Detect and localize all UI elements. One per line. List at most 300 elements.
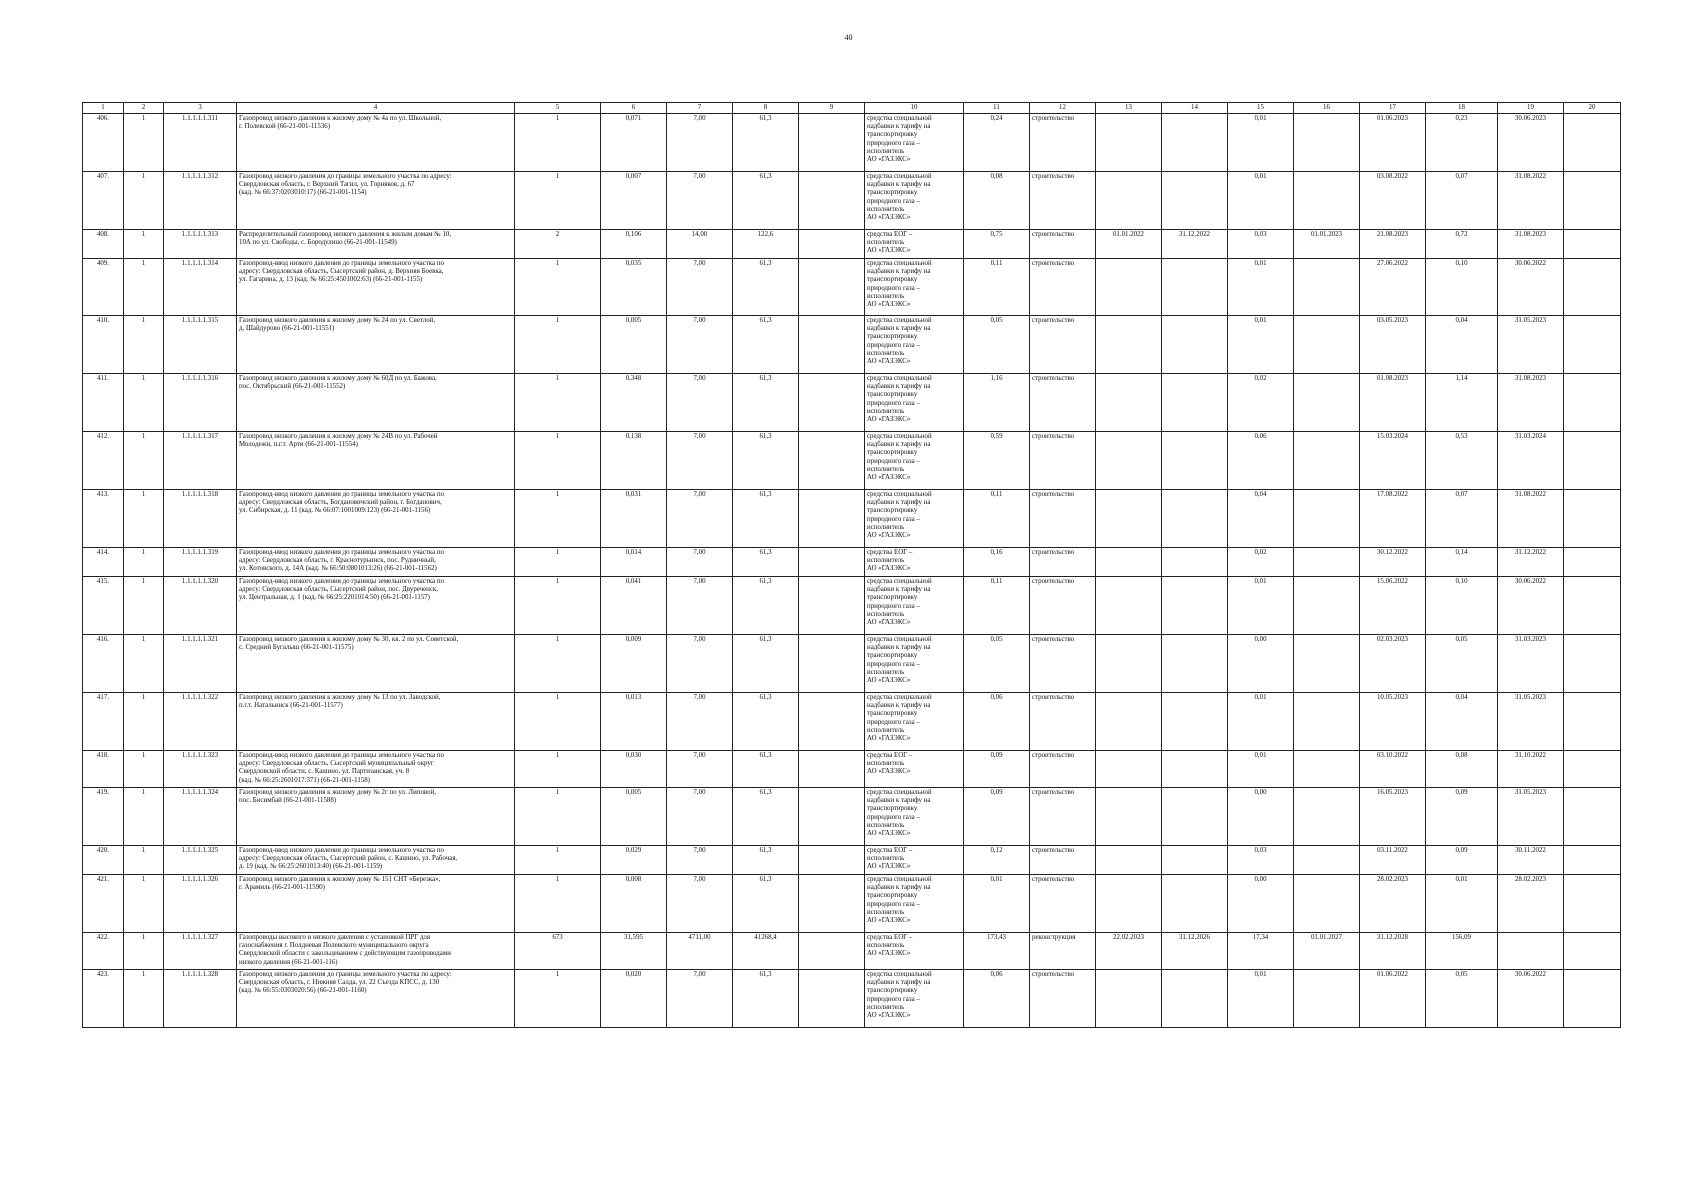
- table-cell: [964, 316, 1030, 374]
- table-cell: [733, 751, 799, 788]
- table-cell: [1564, 114, 1621, 172]
- table-cell: [1228, 693, 1294, 751]
- cell-text: 31.08.2022: [1514, 491, 1546, 498]
- table-cell: [667, 751, 733, 788]
- cell-text: 01.06.2022: [1376, 971, 1408, 978]
- cell-text: строительство: [1032, 636, 1075, 643]
- cell-text: 0,11: [990, 578, 1003, 585]
- cell-text: 61,3: [759, 789, 772, 796]
- column-header: 8: [733, 103, 799, 114]
- table-cell: [1498, 172, 1564, 230]
- cell-text: 1: [555, 433, 560, 440]
- cell-text: 30.06.2022: [1514, 971, 1546, 978]
- table-row: [83, 788, 1621, 846]
- table-cell: [601, 875, 667, 933]
- table-cell: [1498, 316, 1564, 374]
- table-cell: [124, 693, 164, 751]
- cell-text: 173,43: [987, 934, 1006, 941]
- table-cell: [733, 693, 799, 751]
- table-cell: [83, 875, 124, 933]
- cell-text: строительство: [1032, 317, 1075, 324]
- table-cell: [601, 172, 667, 230]
- cell-text: Газопровод-ввод низкого давления до границы земельного участка по адресу: Свердловская область, Сысертский район, д. Верхняя Боевка, ул. Гагарина, д. 13 (кад. № 66:25:4501002:63) (66-21-001-1155): [239, 260, 444, 284]
- table-cell: [1294, 316, 1360, 374]
- table-cell: [1162, 970, 1228, 1028]
- table-cell: [865, 875, 964, 933]
- table-cell: [1360, 230, 1426, 259]
- cell-text: 1: [555, 317, 560, 324]
- table-cell: [1498, 432, 1564, 490]
- table-cell: [601, 374, 667, 432]
- cell-text: 417.: [96, 694, 110, 701]
- table-row: [83, 432, 1621, 490]
- table-cell: [1096, 230, 1162, 259]
- table-cell: [1426, 577, 1498, 635]
- table-cell: [1096, 490, 1162, 548]
- table-cell: [124, 577, 164, 635]
- table-cell: [865, 693, 964, 751]
- table-cell: [1498, 490, 1564, 548]
- cell-text: 28.02.2023: [1514, 876, 1546, 883]
- cell-text: 61,3: [759, 694, 772, 701]
- table-cell: [1426, 374, 1498, 432]
- cell-text: 411.: [97, 375, 109, 382]
- cell-text: 0,01: [990, 876, 1003, 883]
- cell-text: Газопровод низкого давления к жилому дому № 151 СНТ «Березка», г. Арамиль (66-21-001-11590): [239, 876, 441, 892]
- cell-text: средства специальной надбавки к тарифу на транспортировку природного газа – исполнитель АО «ГАЗЭКС»: [867, 115, 932, 164]
- table-cell: [1360, 635, 1426, 693]
- table-cell: [164, 693, 237, 751]
- cell-text: Газопровод низкого давления к жилому дому № 4а по ул. Школьной, г. Полевской (66-21-001-11536): [239, 115, 442, 131]
- cell-text: 1: [141, 789, 146, 796]
- table-cell: [1228, 316, 1294, 374]
- table-cell: [83, 490, 124, 548]
- column-header: 20: [1564, 103, 1621, 114]
- cell-text: 1: [141, 971, 146, 978]
- table-cell: [1426, 933, 1498, 970]
- cell-text: 31.03.2023: [1514, 636, 1546, 643]
- cell-text: 41268,4: [754, 934, 777, 941]
- cell-text: 0,030: [625, 752, 642, 759]
- cell-text: строительство: [1032, 115, 1075, 122]
- table-cell: [515, 933, 601, 970]
- cell-text: 0,03: [1254, 847, 1267, 854]
- cell-text: средства ЕОГ – исполнитель АО «ГАЗЭКС»: [867, 752, 913, 776]
- table-cell: [1564, 933, 1621, 970]
- table-cell: [733, 970, 799, 1028]
- cell-text: 416.: [96, 636, 110, 643]
- cell-text: Газопровод-ввод низкого давления до границы земельного участка по адресу: Свердловская область, Богдановичский район, г. Богданович, ул. Сибирская, д. 11 (кад. № 66:07:1001009:123) (66-21-001-1156): [239, 491, 444, 515]
- cell-text: 31.12.2026: [1178, 934, 1210, 941]
- column-header: 1: [83, 103, 124, 114]
- table-cell: [164, 751, 237, 788]
- cell-text: 0,07: [1455, 491, 1468, 498]
- table-cell: [601, 316, 667, 374]
- cell-text: 1: [141, 375, 146, 382]
- table-cell: [164, 490, 237, 548]
- table-cell: [964, 577, 1030, 635]
- table-cell: [733, 933, 799, 970]
- cell-text: средства специальной надбавки к тарифу на транспортировку природного газа – исполнитель АО «ГАЗЭКС»: [867, 260, 932, 309]
- table-cell: [1360, 933, 1426, 970]
- cell-text: 31,595: [624, 934, 643, 941]
- table-cell: [237, 172, 515, 230]
- table-cell: [667, 230, 733, 259]
- table-cell: [1162, 933, 1228, 970]
- cell-text: 7,00: [693, 636, 706, 643]
- cell-text: 0,00: [1254, 789, 1267, 796]
- table-cell: [515, 875, 601, 933]
- table-cell: [1162, 788, 1228, 846]
- table-cell: [1360, 788, 1426, 846]
- table-cell: [1360, 751, 1426, 788]
- column-header: 2: [124, 103, 164, 114]
- table-cell: [1426, 970, 1498, 1028]
- table-cell: [1096, 548, 1162, 577]
- table-cell: [1360, 846, 1426, 875]
- table-cell: [601, 970, 667, 1028]
- table-cell: [1030, 788, 1096, 846]
- table-cell: [1426, 548, 1498, 577]
- table-cell: [733, 374, 799, 432]
- cell-text: 0,59: [990, 433, 1003, 440]
- table-cell: [124, 432, 164, 490]
- column-header: 13: [1096, 103, 1162, 114]
- cell-text: Газопровод-ввод низкого давления до границы земельного участка по адресу: Свердловская область, Сысертский район, с. Кашино, ул. Рабочая, д. 19 (кад. № 66:25:2601013:40) (66-21-001-1159): [239, 847, 458, 871]
- column-header: 7: [667, 103, 733, 114]
- cell-text: 1: [555, 847, 560, 854]
- cell-text: 61,3: [759, 260, 772, 267]
- cell-text: 0,071: [625, 115, 642, 122]
- table-cell: [515, 751, 601, 788]
- table-cell: [1162, 846, 1228, 875]
- table-cell: [1564, 172, 1621, 230]
- cell-text: Газопровод низкого давления до границы земельного участка по адресу: Свердловская область, г. Нижняя Салда, ул. 22 Съезда КПСС, д. 130 (кад. № 66:55:0303020:56) (66-21-001-1160): [239, 971, 452, 995]
- table-row: [83, 693, 1621, 751]
- table-cell: [1162, 548, 1228, 577]
- table-cell: [237, 635, 515, 693]
- table-cell: [1498, 114, 1564, 172]
- cell-text: строительство: [1032, 260, 1075, 267]
- table-cell: [83, 432, 124, 490]
- table-cell: [1294, 970, 1360, 1028]
- table-cell: [515, 970, 601, 1028]
- cell-text: 1: [141, 847, 146, 854]
- table-cell: [1228, 490, 1294, 548]
- cell-text: 22.02.2023: [1112, 934, 1144, 941]
- cell-text: средства специальной надбавки к тарифу на транспортировку природного газа – исполнитель АО «ГАЗЭКС»: [867, 876, 932, 925]
- table-cell: [1294, 114, 1360, 172]
- table-cell: [1360, 172, 1426, 230]
- table-cell: [164, 788, 237, 846]
- table-cell: [1030, 316, 1096, 374]
- cell-text: 1: [141, 491, 146, 498]
- cell-text: 0,04: [1455, 694, 1468, 701]
- cell-text: 03.08.2022: [1376, 173, 1408, 180]
- table-cell: [733, 577, 799, 635]
- cell-text: 17,34: [1252, 934, 1269, 941]
- table-cell: [1228, 875, 1294, 933]
- table-cell: [1360, 259, 1426, 316]
- cell-text: 0,005: [625, 789, 642, 796]
- cell-text: 31.10.2022: [1514, 752, 1546, 759]
- table-cell: [1162, 316, 1228, 374]
- table-cell: [1498, 846, 1564, 875]
- table-cell: [601, 788, 667, 846]
- table-cell: [237, 230, 515, 259]
- table-cell: [865, 577, 964, 635]
- table-cell: [1228, 933, 1294, 970]
- table-cell: [1096, 432, 1162, 490]
- column-header: 16: [1294, 103, 1360, 114]
- cell-text: 7,00: [693, 115, 706, 122]
- table-cell: [733, 230, 799, 259]
- cell-text: строительство: [1032, 433, 1075, 440]
- table-cell: [865, 788, 964, 846]
- table-cell: [515, 114, 601, 172]
- cell-text: 0,013: [625, 694, 642, 701]
- table-cell: [799, 490, 865, 548]
- table-cell: [733, 788, 799, 846]
- table-cell: [1030, 374, 1096, 432]
- table-cell: [1228, 230, 1294, 259]
- cell-text: строительство: [1032, 694, 1075, 701]
- table-cell: [1162, 693, 1228, 751]
- table-cell: [1294, 577, 1360, 635]
- table-cell: [515, 374, 601, 432]
- cell-text: 1: [141, 173, 146, 180]
- table-cell: [515, 172, 601, 230]
- table-cell: [964, 230, 1030, 259]
- cell-text: 0,75: [990, 231, 1003, 238]
- table-cell: [1096, 374, 1162, 432]
- cell-text: 0,10: [1455, 578, 1468, 585]
- table-cell: [1162, 259, 1228, 316]
- table-cell: [164, 875, 237, 933]
- cell-text: 412.: [96, 433, 110, 440]
- cell-text: 61,3: [759, 433, 772, 440]
- table-cell: [1426, 846, 1498, 875]
- table-cell: [964, 970, 1030, 1028]
- table-cell: [1294, 548, 1360, 577]
- cell-text: 31.12.2022: [1178, 231, 1210, 238]
- cell-text: 61,3: [759, 115, 772, 122]
- table-cell: [733, 635, 799, 693]
- table-cell: [601, 846, 667, 875]
- table-row: [83, 751, 1621, 788]
- table-cell: [1030, 114, 1096, 172]
- table-row: [83, 577, 1621, 635]
- cell-text: 31.05.2023: [1514, 694, 1546, 701]
- table-cell: [1030, 548, 1096, 577]
- cell-text: 1.1.1.1.1.312: [181, 173, 219, 180]
- table-cell: [1294, 846, 1360, 875]
- cell-text: 30.06.2022: [1514, 260, 1546, 267]
- table-cell: [237, 316, 515, 374]
- table-cell: [515, 432, 601, 490]
- cell-text: 1.1.1.1.1.318: [181, 491, 219, 498]
- table-cell: [964, 490, 1030, 548]
- table-cell: [667, 788, 733, 846]
- table-cell: [124, 846, 164, 875]
- cell-text: 7,00: [693, 578, 706, 585]
- table-cell: [964, 788, 1030, 846]
- cell-text: строительство: [1032, 491, 1075, 498]
- cell-text: Газопровод низкого давления до границы земельного участка по адресу: Свердловская область, г. Верхний Тагил, ул. Горняков, д. 67 (кад. № 66:37:0203010:17) (66-21-001-1154): [239, 173, 452, 197]
- cell-text: 61,3: [759, 876, 772, 883]
- cell-text: 01.06.2023: [1376, 115, 1408, 122]
- table-row: [83, 846, 1621, 875]
- cell-text: 0,05: [1455, 971, 1468, 978]
- cell-text: 7,00: [693, 549, 706, 556]
- table-cell: [515, 577, 601, 635]
- cell-text: 0,05: [990, 636, 1003, 643]
- column-header: 11: [964, 103, 1030, 114]
- column-header: 17: [1360, 103, 1426, 114]
- cell-text: 28.02.2023: [1376, 876, 1408, 883]
- table-cell: [1294, 875, 1360, 933]
- table-cell: [1498, 374, 1564, 432]
- table-cell: [799, 316, 865, 374]
- cell-text: 0,01: [1254, 694, 1267, 701]
- table-cell: [1228, 374, 1294, 432]
- table-cell: [83, 316, 124, 374]
- table-cell: [964, 635, 1030, 693]
- table-cell: [1228, 635, 1294, 693]
- cell-text: 414.: [96, 549, 110, 556]
- table-cell: [1360, 875, 1426, 933]
- cell-text: 0,008: [625, 876, 642, 883]
- table-cell: [83, 693, 124, 751]
- table-cell: [124, 316, 164, 374]
- table-cell: [1030, 259, 1096, 316]
- table-cell: [667, 316, 733, 374]
- column-header: 19: [1498, 103, 1564, 114]
- table-cell: [799, 577, 865, 635]
- table-cell: [1360, 432, 1426, 490]
- table-cell: [667, 970, 733, 1028]
- cell-text: средства специальной надбавки к тарифу на транспортировку природного газа – исполнитель АО «ГАЗЭКС»: [867, 317, 932, 366]
- table-cell: [1228, 970, 1294, 1028]
- table-row: [83, 374, 1621, 432]
- table-cell: [164, 635, 237, 693]
- table-cell: [83, 846, 124, 875]
- table-cell: [1360, 693, 1426, 751]
- table-row: [83, 114, 1621, 172]
- table-cell: [237, 374, 515, 432]
- cell-text: средства специальной надбавки к тарифу на транспортировку природного газа – исполнитель АО «ГАЗЭКС»: [867, 578, 932, 627]
- cell-text: средства специальной надбавки к тарифу на транспортировку природного газа – исполнитель АО «ГАЗЭКС»: [867, 375, 932, 424]
- table-cell: [1096, 751, 1162, 788]
- table-cell: [83, 374, 124, 432]
- cell-text: строительство: [1032, 789, 1075, 796]
- table-cell: [1096, 693, 1162, 751]
- table-cell: [237, 751, 515, 788]
- cell-text: 420.: [96, 847, 110, 854]
- cell-text: 0,05: [1455, 636, 1468, 643]
- table-cell: [515, 548, 601, 577]
- cell-text: Газопровод низкого давления к жилому дому № 24В по ул. Рабочей Молодежи, п.г.т. Арти (66-21-001-11554): [239, 433, 438, 449]
- cell-text: 14,00: [691, 231, 708, 238]
- cell-text: средства специальной надбавки к тарифу на транспортировку природного газа – исполнитель АО «ГАЗЭКС»: [867, 694, 932, 743]
- cell-text: 419.: [96, 789, 110, 796]
- cell-text: 0,007: [625, 173, 642, 180]
- table-cell: [1096, 875, 1162, 933]
- cell-text: 1: [141, 694, 146, 701]
- table-cell: [1096, 788, 1162, 846]
- table-cell: [164, 970, 237, 1028]
- cell-text: 17.08.2022: [1376, 491, 1408, 498]
- cell-text: 0,01: [1455, 876, 1468, 883]
- table-cell: [1564, 432, 1621, 490]
- cell-text: 1: [555, 115, 560, 122]
- cell-text: 7,00: [693, 789, 706, 796]
- cell-text: строительство: [1032, 876, 1075, 883]
- table-cell: [865, 751, 964, 788]
- cell-text: 1: [555, 789, 560, 796]
- cell-text: 1: [141, 115, 146, 122]
- table-cell: [1360, 374, 1426, 432]
- cell-text: 1: [141, 231, 146, 238]
- cell-text: Газопровод-ввод низкого давления до границы земельного участка по адресу: Свердловская область, Сысертский район, пос. Двуреченск, ул. Центральная, д. 1 (кад. № 66:25:2201014:50) (66-21-001-1157): [239, 578, 444, 602]
- cell-text: 1: [141, 876, 146, 883]
- table-cell: [1294, 172, 1360, 230]
- column-header: 6: [601, 103, 667, 114]
- table-cell: [237, 875, 515, 933]
- table-cell: [865, 933, 964, 970]
- table-cell: [799, 751, 865, 788]
- table-cell: [1294, 230, 1360, 259]
- table-cell: [83, 114, 124, 172]
- cell-text: 61,3: [759, 847, 772, 854]
- cell-text: 0,106: [625, 231, 642, 238]
- table-cell: [865, 230, 964, 259]
- cell-text: 0,02: [1254, 549, 1267, 556]
- table-cell: [1498, 548, 1564, 577]
- cell-text: 1: [555, 694, 560, 701]
- table-cell: [83, 635, 124, 693]
- table-cell: [124, 259, 164, 316]
- cell-text: 1: [555, 260, 560, 267]
- table-cell: [601, 432, 667, 490]
- cell-text: средства ЕОГ – исполнитель АО «ГАЗЭКС»: [867, 231, 913, 255]
- table-cell: [1030, 970, 1096, 1028]
- cell-text: 15.06.2022: [1376, 578, 1408, 585]
- cell-text: 1: [555, 752, 560, 759]
- cell-text: 7,00: [693, 847, 706, 854]
- table-cell: [1360, 970, 1426, 1028]
- cell-text: 0,01: [1254, 971, 1267, 978]
- cell-text: 03.10.2022: [1376, 752, 1408, 759]
- cell-text: 30.06.2022: [1514, 578, 1546, 585]
- table-cell: [237, 432, 515, 490]
- table-cell: [667, 933, 733, 970]
- cell-text: 0,01: [1254, 578, 1267, 585]
- cell-text: строительство: [1032, 231, 1075, 238]
- cell-text: 0,01: [1254, 260, 1267, 267]
- cell-text: 1: [141, 549, 146, 556]
- table-cell: [964, 751, 1030, 788]
- table-cell: [667, 693, 733, 751]
- cell-text: 1: [555, 971, 560, 978]
- cell-text: 61,3: [759, 636, 772, 643]
- cell-text: строительство: [1032, 847, 1075, 854]
- cell-text: 0,09: [990, 752, 1003, 759]
- header-row: [83, 103, 1621, 114]
- table-cell: [1294, 432, 1360, 490]
- table-cell: [964, 875, 1030, 933]
- table-cell: [1162, 432, 1228, 490]
